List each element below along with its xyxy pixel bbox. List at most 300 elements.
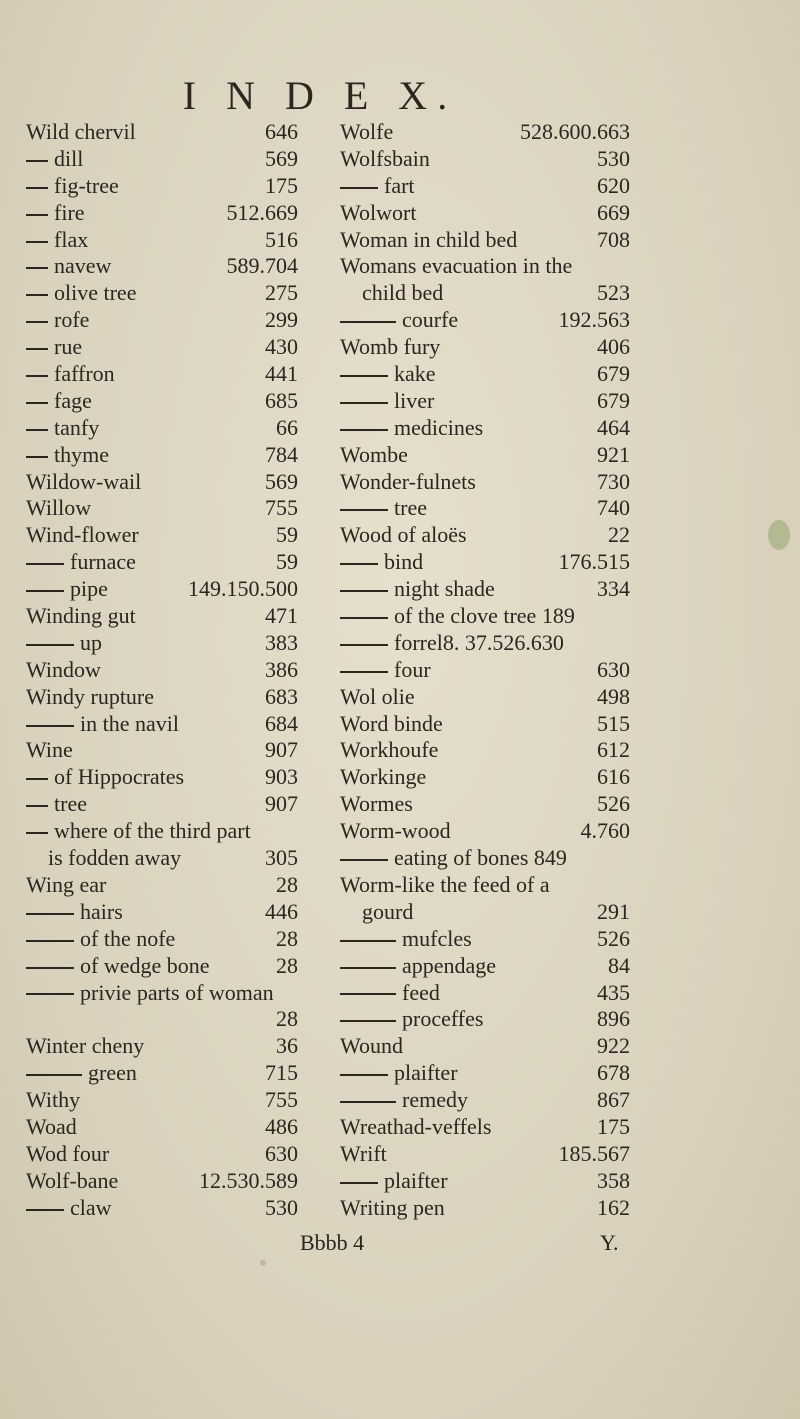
index-entry xyxy=(26,548,298,575)
index-term-text: claw xyxy=(70,1194,112,1220)
index-entry xyxy=(26,602,298,629)
index-term xyxy=(362,279,443,306)
index-term xyxy=(340,1086,468,1113)
index-entry xyxy=(26,306,298,333)
index-term-text: hairs xyxy=(80,898,123,924)
index-entry xyxy=(340,118,630,145)
index-entry xyxy=(340,790,630,817)
index-page-numbers: 149.150.500 xyxy=(188,576,298,602)
index-entry xyxy=(26,925,298,952)
index-entry xyxy=(26,333,298,360)
left-index-column xyxy=(26,118,298,1221)
ditto-dash xyxy=(26,805,48,807)
index-entry xyxy=(340,575,630,602)
index-entry xyxy=(340,736,630,763)
index-page-numbers: 530 xyxy=(597,145,630,171)
index-entry xyxy=(340,1005,630,1032)
index-term-text: Wonder-fulnets xyxy=(340,468,476,494)
index-term-text: of the nofe xyxy=(80,925,176,951)
index-entry xyxy=(26,521,298,548)
index-page-numbers: 616 xyxy=(597,764,630,790)
index-term-text: pipe xyxy=(70,576,108,602)
index-page-numbers: 446 xyxy=(265,898,298,924)
index-page-numbers: 28 xyxy=(276,952,298,978)
index-term xyxy=(26,952,210,979)
index-entry xyxy=(340,199,630,226)
index-term-text: fig-tree xyxy=(54,172,119,198)
index-entry xyxy=(340,602,630,629)
index-entry xyxy=(26,118,298,145)
index-term xyxy=(340,333,440,360)
index-page-numbers: 515 xyxy=(597,710,630,736)
index-entry xyxy=(26,1140,298,1167)
index-page-numbers: 358 xyxy=(597,1167,630,1193)
ditto-dash xyxy=(26,913,74,915)
index-entry xyxy=(340,1113,630,1140)
index-term xyxy=(26,629,102,656)
index-term xyxy=(26,387,92,414)
index-page-numbers: 569 xyxy=(265,468,298,494)
index-entry xyxy=(340,387,630,414)
ditto-dash xyxy=(26,993,74,995)
index-term-text: Womb fury xyxy=(340,334,441,360)
ditto-dash xyxy=(26,832,48,834)
index-entry xyxy=(340,441,630,468)
index-term xyxy=(26,1167,118,1194)
index-term xyxy=(26,521,139,548)
index-page-numbers: 22 xyxy=(608,522,630,548)
index-term xyxy=(340,226,517,253)
index-entry xyxy=(26,1167,298,1194)
index-term xyxy=(340,172,415,199)
ditto-dash xyxy=(340,859,388,861)
index-term-text: faffron xyxy=(54,361,115,387)
index-page-numbers: 630 xyxy=(265,1140,298,1166)
index-entry xyxy=(340,1086,630,1113)
index-entry xyxy=(340,548,630,575)
ditto-dash xyxy=(340,617,388,619)
ditto-dash xyxy=(26,267,48,269)
index-page-numbers: 679 xyxy=(597,387,630,413)
index-term xyxy=(340,736,438,763)
ditto-dash xyxy=(340,1182,378,1184)
index-term-text: rue xyxy=(54,334,83,360)
index-term xyxy=(340,575,495,602)
index-term-text: gourd xyxy=(362,898,414,924)
index-term-text: Wound xyxy=(340,1033,404,1059)
ditto-dash xyxy=(26,214,48,216)
index-page-numbers: 569 xyxy=(265,145,298,171)
ditto-dash xyxy=(26,967,74,969)
index-page-numbers: 59 xyxy=(276,522,298,548)
index-entry xyxy=(340,252,630,279)
index-entry xyxy=(26,199,298,226)
index-term xyxy=(340,145,430,172)
index-term xyxy=(340,252,572,279)
index-term-text: Wolfsbain xyxy=(340,145,430,171)
index-page-numbers: 383 xyxy=(265,629,298,655)
index-entry xyxy=(26,1059,298,1086)
index-page-numbers: 730 xyxy=(597,468,630,494)
index-page-numbers: 406 xyxy=(597,334,630,360)
index-term xyxy=(340,925,472,952)
index-entry xyxy=(26,683,298,710)
index-term-text: proceffes xyxy=(402,1006,484,1032)
index-page-numbers: 464 xyxy=(597,414,630,440)
index-entry xyxy=(340,1032,630,1059)
index-term xyxy=(340,1194,445,1221)
index-term-text: night shade xyxy=(394,576,495,602)
index-page-numbers: 528.600.663 xyxy=(520,119,630,144)
index-page-numbers: 684 xyxy=(265,710,298,736)
index-term xyxy=(26,763,184,790)
ditto-dash xyxy=(26,778,48,780)
index-term-text: Worm-wood xyxy=(340,818,451,844)
index-entry xyxy=(340,952,630,979)
ditto-dash xyxy=(340,644,388,646)
index-entry xyxy=(26,1194,298,1221)
index-term-text: rofe xyxy=(54,307,90,333)
index-term xyxy=(26,1194,112,1221)
index-term xyxy=(340,1059,458,1086)
index-entry xyxy=(26,763,298,790)
index-term xyxy=(340,387,434,414)
index-page-numbers: 620 xyxy=(597,172,630,198)
index-term-text: courfe xyxy=(402,307,459,333)
index-page-numbers: 334 xyxy=(597,576,630,602)
index-term xyxy=(26,468,141,495)
index-page-numbers: 523 xyxy=(597,280,630,306)
index-page-numbers: 66 xyxy=(276,414,298,440)
index-entry xyxy=(26,575,298,602)
index-term-text: Wol olie xyxy=(340,683,415,709)
index-term-text: Wild chervil xyxy=(26,119,136,144)
index-term xyxy=(26,1113,77,1140)
index-term-text: medicines xyxy=(394,414,484,440)
index-page-numbers: 530 xyxy=(265,1194,298,1220)
index-page-numbers: 28 xyxy=(276,1006,298,1032)
index-term xyxy=(340,844,567,871)
index-term-text: of wedge bone xyxy=(80,952,210,978)
index-page-numbers: 471 xyxy=(265,603,298,629)
ditto-dash xyxy=(26,1209,64,1211)
index-term-text: Winding gut xyxy=(26,603,136,629)
index-term xyxy=(340,952,496,979)
index-entry xyxy=(340,1167,630,1194)
index-term-text: dill xyxy=(54,145,84,171)
index-term xyxy=(340,1113,491,1140)
catchword: Y. xyxy=(600,1230,619,1255)
index-page-numbers: 685 xyxy=(265,387,298,413)
index-term-text: tree xyxy=(54,791,87,817)
index-term-text: appendage xyxy=(402,952,497,978)
index-page-numbers: 175 xyxy=(265,172,298,198)
index-page-numbers: 59 xyxy=(276,549,298,575)
index-term-text: Wormes xyxy=(340,791,413,817)
ditto-dash xyxy=(340,1074,388,1076)
index-term-text: Window xyxy=(26,656,101,682)
ditto-dash xyxy=(340,375,388,377)
ditto-dash xyxy=(26,725,74,727)
index-term xyxy=(26,979,274,1006)
index-term-text: Woad xyxy=(26,1113,77,1139)
index-page-numbers: 612 xyxy=(597,737,630,763)
index-term xyxy=(26,710,179,737)
index-page-numbers: 36 xyxy=(276,1033,298,1059)
index-entry xyxy=(26,871,298,898)
index-term xyxy=(340,494,427,521)
index-term xyxy=(340,790,413,817)
index-term xyxy=(362,898,413,925)
index-term xyxy=(340,710,443,737)
index-term xyxy=(26,1086,80,1113)
index-term-text: Wrift xyxy=(340,1140,387,1166)
ditto-dash xyxy=(26,1074,82,1076)
index-term xyxy=(26,925,175,952)
index-page-numbers: 784 xyxy=(265,441,298,467)
ditto-dash xyxy=(340,590,388,592)
index-page-numbers: 305 xyxy=(265,845,298,871)
index-entry xyxy=(340,1194,630,1221)
index-entry xyxy=(340,145,630,172)
ditto-dash xyxy=(26,590,64,592)
ditto-dash xyxy=(26,644,74,646)
index-entry xyxy=(340,925,630,952)
index-entry xyxy=(340,306,630,333)
ditto-dash xyxy=(340,321,396,323)
index-entry xyxy=(340,172,630,199)
index-term-text: up xyxy=(80,629,102,655)
index-page-numbers: 435 xyxy=(597,979,630,1005)
index-term-text: four xyxy=(394,656,431,682)
index-term-text: Wing ear xyxy=(26,871,107,897)
index-page-numbers: 715 xyxy=(265,1060,298,1086)
ditto-dash xyxy=(340,671,388,673)
ditto-dash xyxy=(340,402,388,404)
index-term xyxy=(26,199,85,226)
index-term-text: Willow xyxy=(26,495,92,521)
index-entry xyxy=(26,494,298,521)
index-entry xyxy=(340,656,630,683)
index-term-text: Wolwort xyxy=(340,199,417,225)
ditto-dash xyxy=(26,429,48,431)
ditto-dash xyxy=(340,509,388,511)
index-term xyxy=(340,1140,387,1167)
index-term xyxy=(26,602,136,629)
index-term-text: fart xyxy=(384,172,415,198)
index-term-text: is fodden away xyxy=(48,845,182,871)
index-term xyxy=(26,575,108,602)
index-page-numbers: 441 xyxy=(265,361,298,387)
index-term xyxy=(26,306,89,333)
index-term xyxy=(26,871,106,898)
index-term-text: olive tree xyxy=(54,280,137,306)
index-term xyxy=(340,1032,403,1059)
index-page-numbers: 683 xyxy=(265,683,298,709)
index-term xyxy=(48,844,181,871)
index-page-numbers: 275 xyxy=(265,280,298,306)
index-term xyxy=(26,898,123,925)
index-term xyxy=(26,548,136,575)
index-term xyxy=(26,817,251,844)
index-page-numbers: 162 xyxy=(597,1194,630,1220)
index-page-numbers: 526 xyxy=(597,791,630,817)
index-entry xyxy=(340,683,630,710)
index-term xyxy=(26,333,82,360)
index-page-numbers: 192.563 xyxy=(558,307,630,333)
index-term xyxy=(340,763,426,790)
index-term-text: Wood of aloës xyxy=(340,522,467,548)
ditto-dash xyxy=(340,993,396,995)
page-heading: I N D E X. xyxy=(182,73,458,118)
index-entry xyxy=(340,871,630,898)
paper-stain xyxy=(768,520,790,550)
index-entry xyxy=(26,1086,298,1113)
index-term xyxy=(26,226,88,253)
index-entry xyxy=(340,1140,630,1167)
index-term-text: Wildow-wail xyxy=(26,468,142,494)
index-term-text: where of the third part xyxy=(54,818,251,844)
ditto-dash xyxy=(26,940,74,942)
index-term xyxy=(26,118,136,145)
index-page-numbers: 175 xyxy=(597,1113,630,1139)
index-term xyxy=(340,521,467,548)
index-term-text: Wolfe xyxy=(340,119,394,144)
index-term xyxy=(26,279,136,306)
index-term xyxy=(26,790,87,817)
index-page-numbers: 755 xyxy=(265,495,298,521)
index-entry xyxy=(26,279,298,306)
index-entry xyxy=(340,414,630,441)
ditto-dash xyxy=(26,187,48,189)
index-entry xyxy=(26,1005,298,1032)
index-term xyxy=(340,979,440,1006)
index-term-text: forrel8. 37.526.630 xyxy=(394,629,564,655)
index-entry xyxy=(340,979,630,1006)
index-page-numbers: 4.760 xyxy=(580,818,630,844)
index-entry xyxy=(340,468,630,495)
index-entry xyxy=(340,333,630,360)
index-term xyxy=(340,306,458,333)
index-entry xyxy=(26,226,298,253)
index-term-text: Worm-like the feed of a xyxy=(340,871,550,897)
index-page-numbers: 516 xyxy=(265,226,298,252)
index-entry xyxy=(340,898,630,925)
index-term-text: fire xyxy=(54,199,85,225)
index-entry xyxy=(26,145,298,172)
index-page-numbers: 679 xyxy=(597,361,630,387)
index-term-text: bind xyxy=(384,549,424,575)
index-term xyxy=(340,602,575,629)
ditto-dash xyxy=(340,429,388,431)
index-entry xyxy=(340,1059,630,1086)
index-term-text: thyme xyxy=(54,441,109,467)
index-term-text: in the navil xyxy=(80,710,179,736)
index-term xyxy=(26,414,99,441)
paper-speck xyxy=(260,1260,266,1266)
index-entry xyxy=(26,172,298,199)
index-page-numbers: 291 xyxy=(597,898,630,924)
index-term xyxy=(340,871,550,898)
index-term xyxy=(26,736,73,763)
ditto-dash xyxy=(340,187,378,189)
index-term xyxy=(340,414,483,441)
index-page-numbers: 176.515 xyxy=(558,549,630,575)
index-term-text: Writing pen xyxy=(340,1194,445,1220)
index-term-text: navew xyxy=(54,253,112,279)
index-page-numbers: 708 xyxy=(597,226,630,252)
index-page-numbers: 922 xyxy=(597,1033,630,1059)
ditto-dash xyxy=(26,321,48,323)
ditto-dash xyxy=(340,940,396,942)
index-term-text: liver xyxy=(394,387,435,413)
index-entry xyxy=(26,629,298,656)
index-page-numbers: 430 xyxy=(265,334,298,360)
index-entry xyxy=(340,279,630,306)
index-page-numbers: 512.669 xyxy=(226,199,298,225)
index-entry xyxy=(26,817,298,844)
index-term xyxy=(340,1005,483,1032)
index-term xyxy=(26,494,91,521)
index-term-text: flax xyxy=(54,226,89,252)
index-entry xyxy=(340,629,630,656)
ditto-dash xyxy=(26,375,48,377)
index-term xyxy=(340,683,415,710)
index-entry xyxy=(26,736,298,763)
index-term-text: fage xyxy=(54,387,92,413)
index-page-numbers: 903 xyxy=(265,764,298,790)
index-term-text: Workinge xyxy=(340,764,427,790)
index-term xyxy=(26,1140,109,1167)
index-term xyxy=(340,548,423,575)
index-term xyxy=(26,172,119,199)
index-page-numbers: 486 xyxy=(265,1113,298,1139)
index-term-text: Word binde xyxy=(340,710,443,736)
index-term xyxy=(26,360,115,387)
index-page-numbers: 755 xyxy=(265,1087,298,1113)
index-page-numbers: 185.567 xyxy=(558,1140,630,1166)
index-term xyxy=(340,441,408,468)
index-entry xyxy=(340,360,630,387)
index-term xyxy=(26,145,83,172)
index-entry xyxy=(340,521,630,548)
index-term xyxy=(340,629,564,656)
index-term-text: of Hippocrates xyxy=(54,764,185,790)
index-term xyxy=(340,199,416,226)
index-entry xyxy=(340,226,630,253)
ditto-dash xyxy=(26,456,48,458)
index-term-text: Wolf-bane xyxy=(26,1167,119,1193)
index-term xyxy=(340,656,431,683)
index-term-text: eating of bones 849 xyxy=(394,845,567,871)
index-term-text: tanfy xyxy=(54,414,100,440)
index-term-text: Wreathad-veffels xyxy=(340,1113,492,1139)
index-entry xyxy=(26,441,298,468)
index-entry xyxy=(340,844,630,871)
index-term-text: Winter cheny xyxy=(26,1033,145,1059)
index-term-text: Woman in child bed xyxy=(340,226,518,252)
ditto-dash xyxy=(26,241,48,243)
ditto-dash xyxy=(340,1101,396,1103)
index-page-numbers: 589.704 xyxy=(226,253,298,279)
index-page-numbers: 299 xyxy=(265,307,298,333)
index-term-text: mufcles xyxy=(402,925,472,951)
index-term-text: Withy xyxy=(26,1087,81,1113)
index-page-numbers: 678 xyxy=(597,1060,630,1086)
index-page-numbers: 921 xyxy=(597,441,630,467)
index-term-text: tree xyxy=(394,495,427,521)
ditto-dash xyxy=(340,1020,396,1022)
